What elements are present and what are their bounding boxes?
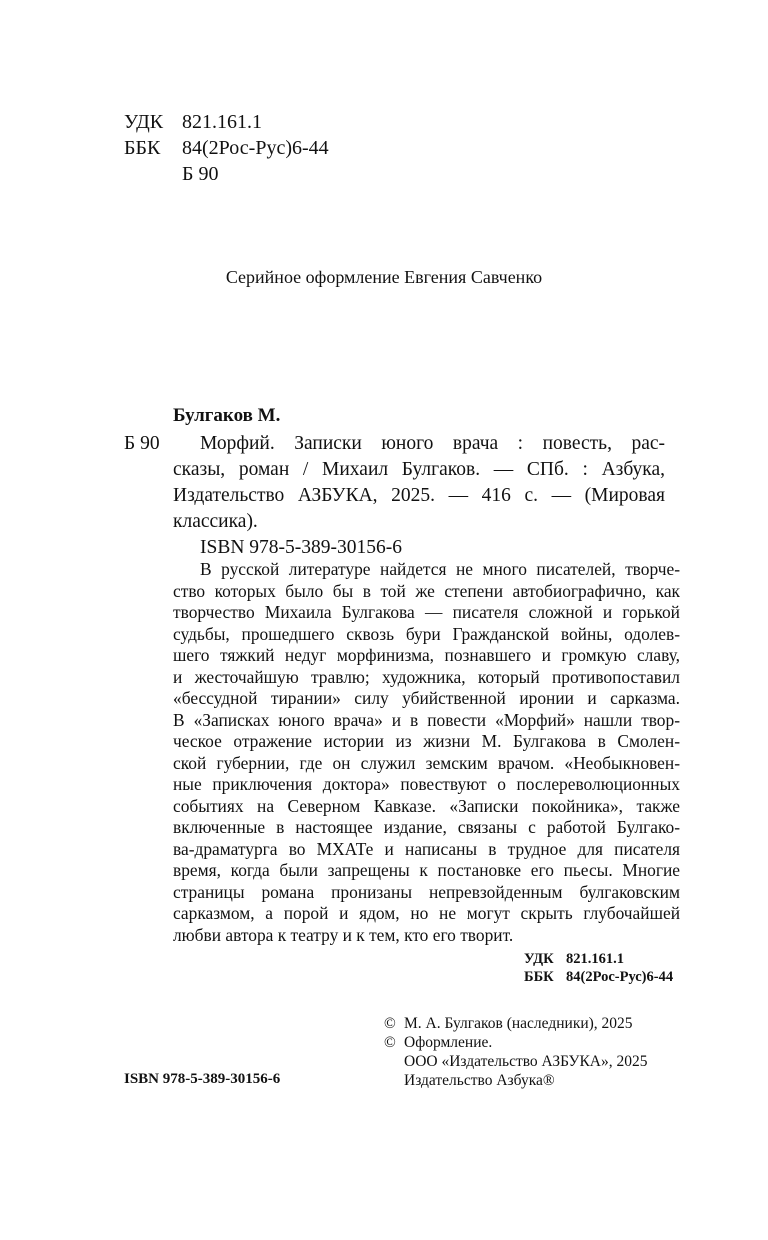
record-isbn: ISBN 978-5-389-30156-6 <box>200 537 403 558</box>
bbk-value: 84(2Рос-Рус)6-44 <box>182 137 329 159</box>
annotation-line: ской губернии, где он служил земским врачом. «Необыкновен- <box>173 753 680 773</box>
record-description-line: сказы, роман / Михаил Булгаков. — СПб. : Азбука, <box>173 459 665 480</box>
bbk-line <box>124 135 329 161</box>
record-description-line: Издательство АЗБУКА, 2025. — 416 с. — (Мировая <box>173 485 665 506</box>
annotation-line: В «Записках юного врача» и в повести «Морфий» нашли твор- <box>173 710 680 730</box>
annotation-line: шего тяжкий недуг морфинизма, познавшего и громкую славу, <box>173 645 680 665</box>
record-udk-value: 821.161.1 <box>566 951 624 967</box>
record-mark: Б 90 <box>124 433 160 454</box>
annotation-line: судьбы, прошедшего сквозь бури Гражданской войны, одолев- <box>173 624 680 644</box>
record-description-line: классика). <box>173 511 258 532</box>
copyright-symbol: © <box>384 1034 396 1051</box>
series-design-credit: Серийное оформление Евгения Савченко <box>225 267 543 287</box>
record-bbk-label: ББК <box>524 969 554 985</box>
record-author: Булгаков М. <box>173 405 281 426</box>
annotation-line: любви автора к театру и к тем, кто его творит. <box>173 925 514 945</box>
annotation-line: ные приключения доктора» повествуют о послереволюционных <box>173 774 680 794</box>
annotation-line: страницы романа пронизаны непревзойденным булгаковским <box>173 882 680 902</box>
annotation-line: ческое отражение истории из жизни М. Булгакова в Смолен- <box>173 731 680 751</box>
copyright-line-2: © Оформление. <box>384 1034 493 1051</box>
author-mark: Б 90 <box>182 163 219 185</box>
bbk-label: ББК <box>124 137 161 159</box>
copyright-line-4: Издательство Азбука® <box>404 1072 555 1089</box>
annotation-line: ство которых было бы в той же степени автобиографично, как <box>173 581 680 601</box>
annotation-line: В русской литературе найдется не много писателей, творче- <box>200 559 680 579</box>
annotation-line: сарказмом, а порой и ядом, но не могут скрыть глубочайшей <box>173 903 680 923</box>
annotation-line: творчество Михаила Булгакова — писателя сложной и горькой <box>173 602 680 622</box>
udk-label: УДК <box>124 111 164 133</box>
footer-isbn: ISBN 978-5-389-30156-6 <box>124 1071 281 1087</box>
annotation-line: ва-драматурга во МХАТе и написаны в трудное для писателя <box>173 839 680 859</box>
annotation-line: «бессудной тирании» силу убийственной иронии и сарказма. <box>173 688 680 708</box>
record-udk-label: УДК <box>524 951 554 967</box>
udk-value: 821.161.1 <box>182 111 262 133</box>
record-bbk-value: 84(2Рос-Рус)6-44 <box>566 969 674 985</box>
annotation-line: и жесточайшую травлю; художника, который противопоставил <box>173 667 680 687</box>
copyright-line-3: ООО «Издательство АЗБУКА», 2025 <box>404 1053 648 1070</box>
record-bbk <box>524 968 673 986</box>
record-udk <box>524 950 624 968</box>
udk-line <box>124 109 262 135</box>
record-description-line: Морфий. Записки юного врача : повесть, рас- <box>200 433 665 454</box>
annotation-line: время, когда были запрещены к постановке его пьесы. Многие <box>173 860 680 880</box>
annotation-line: включенные в настоящее издание, связаны с работой Булгако- <box>173 817 680 837</box>
copyright-line-1: © М. А. Булгаков (наследники), 2025 <box>384 1015 633 1032</box>
copyright-symbol: © <box>384 1015 396 1032</box>
annotation-line: событиях на Северном Кавказе. «Записки покойника», также <box>173 796 680 816</box>
